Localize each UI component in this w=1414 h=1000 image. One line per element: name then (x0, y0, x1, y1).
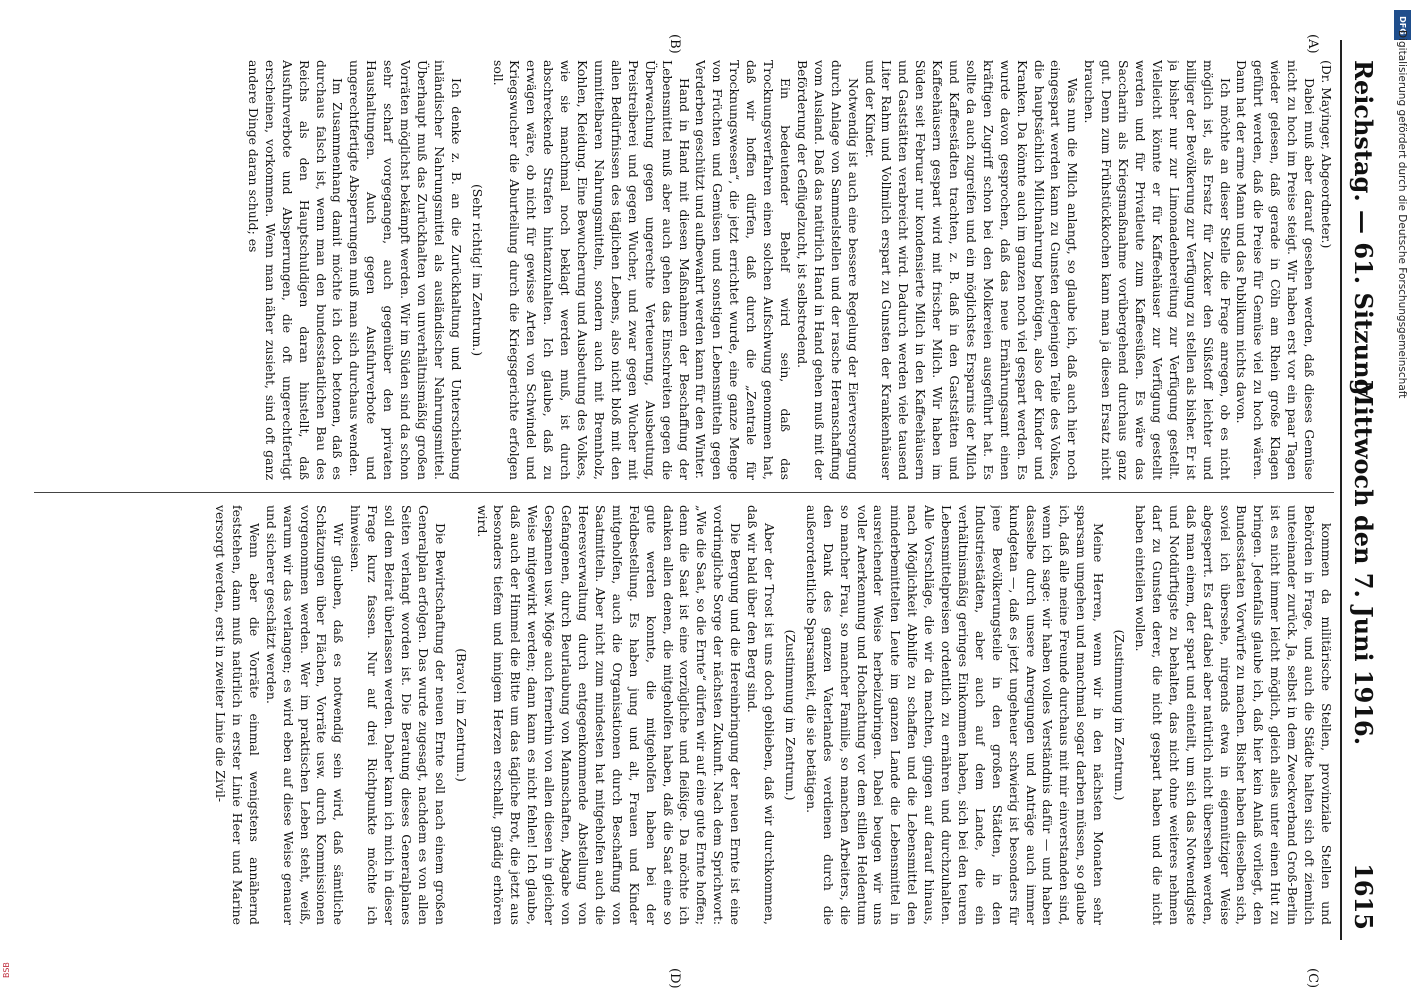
paragraph: Was nun die Milch anlangt, so glaube ich, daß auch hier noch eingespart werden kann zu Gunsten derjenigen Teile des Volkes, die hauptsächlich Milchnahrung benötigen, also der Kinder und Kranken. Da könnte auch im ganzen noch viel gespart werden. Es wurde davon gesprochen, daß das neue Ernährungsamt einen kräftigen Zugriff schon bei den Molkereien ausgeführt hat. Es sollte da auch zugreifen und ein möglichstes Ersparnis der Milch und Kaffeestädten trachten, z. B. daß in den Gaststätten und Kaffeehäusern gespart wird mit frischer Milch. Wir haben im Süden seit Februar nur kondensierte Milch in den Kaffeehäusern und Gaststätten verabreicht wird. Dadurch werden viele tausend Liter Rahm und Vollmilch erspart zu Gunsten der Krankenhäuser und der Kinder. (862, 60, 1081, 480)
credit-text: Digitalisierung gefördert durch die Deutsche Forschungsgemeinschaft (1396, 30, 1408, 399)
paragraph: kommen da militärische Stellen, provinziale Stellen und Behörden in Frage, und auch die Städte halten sich oft ziemlich unteeinander zurück. Ja, selbst in dem Zweckverband Groß-Berlin ist es nicht immer leicht möglich, gleich alles unter einen Hut zu bringen. Jedenfalls glaube ich, daß hier kein Anlaß vorliegt, den Bundesstaaten Vorwürfe zu machen. Bisher haben dieselben sich, soviel ich übersehe, nirgends etwa in eigennütziger Weise abgesperrt. Es darf dabei aber natürlich nicht übersehen werden, daß man einem, der spart und einteilt, um sich das Notwendigste und Notdürftigste zu behalten, das nicht ohne weiteres nehmen darf zu Gunsten derer, die nicht gespart haben und die nicht haben einteilen wollen. (1133, 505, 1334, 925)
paragraph: Im Zusammenhang damit möchte ich doch betonen, daß es durchaus falsch ist, wenn man den bundesstaatlichen Bau des Reichs als den Hauptschuldigen daran hinstellt, daß Ausfuhrverbote und Absperrungen, die oft ungerechtfertigt erscheinen, vorkommen. Wenn man näher zusieht, sind oft ganz andere Dinge daran schuld; es (245, 60, 346, 480)
margin-mark-c: (C) (1305, 968, 1320, 989)
column-divider (34, 492, 1334, 493)
dfg-logo: DFG (1394, 10, 1411, 40)
library-mark: BSB (2, 962, 11, 978)
paragraph: Meine Herren, wenn wir in den nächsten Monaten sehr sparsam umgehen und manchmal sogar darben müssen, so glaube ich, daß alle meine Freunde durchaus mit mir einverstanden sind, wenn ich sage: wir haben volles Verständnis dafür — und haben dasselbe durch unsere Anregungen und Anträge auch immer kundgetan —, daß es jetzt ungeheuer schwierig ist besonders für jene Bevölkerungsteile in den großen Städten, in den Industriestädten, aber auch auf dem Lande, die ein verhältnismäßig geringes Einkommen haben, sich bei den teuren Lebensmittelpreisen ordentlich zu ernähren und durchzuhalten. Alle Vorschläge, die wir da machten, gingen auf darauf hinaus, nach Möglichkeit Abhilfe zu schaffen und die Lebensmittel den minderbemittelten Leute im ganzen Lande die Lebensmittel in ausreichender Weise herbeizubringen. Dabei beugen wir uns voller Anerkennung und Hochachtung vor dem stillen Heldentum so mancher Frau, so mancher Familie, so manchen Arbeiters, die den Dank des ganzen Vaterlandes verdienen durch die außerordentliche Sparsamkeit, die sie betätigen. (803, 505, 1107, 925)
header-session: Reichstag. — 61. Sitzung. (1349, 60, 1378, 404)
paragraph: Dabei muß aber darauf gesehen werden, daß dieses Gemüse nicht zu hoch im Preise steigt. Wir haben erst vor ein paar Tagen wieder gelesen, daß gerade in Cöln am Rhein große Klagen geführt werden, daß die Preise für Gemüse viel zu hoch wären. Dann hat der arme Mann und das Publikum nichts davon. (1234, 60, 1318, 480)
page-number: 1615 (1349, 863, 1378, 930)
header-date: Mittwoch den 7. Juni 1916. (1349, 380, 1378, 746)
paragraph: Ein bedeutender Behelf wird sein, daß das Trocknungsverfahren einen solchen Aufschwung genommen hat, daß wir hoffen dürfen, daß durch die „Zentrale für Trocknungswesen“, die jetzt errichtet wurde, eine ganze Menge von Früchten und Gemüsen und sonstigen Lebensmitteln gegen Verderben geschützt und aufbewahrt werden kann für den Winter. (693, 60, 793, 480)
margin-mark-a: (A) (1305, 34, 1320, 54)
paragraph: Notwendig ist auch eine bessere Regelung der Eierversorgung durch Anlage von Sammelstellen und der rasche Heranschaffung vom Ausland. Daß das natürlich Hand in Hand gehen muß mit der Beförderung der Geflügelzucht, ist selbstredend. (794, 60, 861, 480)
left-column (34, 60, 1334, 480)
paragraph: Wenn aber die Vorräte einmal wenigstens annähernd feststehen, dann muß natürlich in erster Linie Heer und Marine versorgt werden, erst in zweiter Linie die Zivil- (213, 505, 262, 925)
running-header (1346, 40, 1378, 940)
interjection: (Zustimmung im Zentrum.) (1112, 629, 1128, 801)
interjection: (Bravo! im Zentrum.) (453, 648, 469, 782)
speaker-line: (Dr. Mayinger, Abgeordneter.) (1319, 60, 1334, 249)
interjection: (Sehr richtig! im Zentrum.) (469, 183, 485, 357)
paragraph: Wir glauben, daß es notwendig sein wird, daß sämtliche Schätzungen über Flächen, Vorräte usw. durch Kommissionen vorgenommen werden. Wer im praktischen Leben steht, weiß, warum wir das verlangen; es wird eben auf diese Weise genauer und sicherer geschätzt werden. (263, 505, 347, 925)
interjection: (Zustimmung im Zentrum.) (782, 629, 798, 801)
header-rule (1340, 40, 1342, 940)
right-column (34, 505, 1334, 925)
paragraph: Die Bergung und die Hereinbringung der neuen Ernte ist eine vordringliche Sorge der nächsten Zukunft. Nach dem Sprichwort: „Wie die Saat, so die Ernte“ dürfen wir auf eine gute Ernte hoffen; denn die Saat ist eine vorzügliche und fleißige. Da möchte ich danken allen denen, die mitgeholfen haben, daß die Saat eine so gute werden konnte, die mitgeholfen haben bei der Feldbestellung. Es haben jung und alt, Frauen und Kinder mitgeholfen, auch die Organisationen durch Beschaffung von Saatmitteln. Aber nicht zum mindesten hat mitgeholfen auch die Heeresverwaltung durch entgegenkommende Abstellung von Gefangenen, durch Beurlaubung von Mannschaften, Abgabe von Gespannen usw. Möge auch fernerhin von allen diesen in gleicher Weise mitgewirkt werden; dann kann es nicht fehlen! Ich glaube, daß auch der Himmel die Bitte um das tägliche Brot, die jetzt aus besonders tiefem und innigem Herzen erschallt, gnädig erhören wird. (474, 505, 744, 925)
paragraph: Hand in Hand mit diesen Maßnahmen der Beschaffung der Lebensmittel muß aber auch gehen das Einschreiten gegen die Überwachung gegen ungerechte Verteuerung, Ausbeutung, Preistreiberei und gegen Wucher, und zwar gegen Wucher mit allen Bedürfnissen des täglichen Lebens, also nicht bloß mit den unmittelbaren Nahrungsmitteln, sondern auch mit Brennholz, Kohlen, Kleidung. Eine Bewucherung und Ausbeutung des Volkes, wie sie manchmal noch beklagt werden muß, ist durch abschreckende Strafen hintanzuhalten. Ich glaube, daß zu erwägen wäre, ob nicht für gewisse Arten von Schwindel und Kriegswucher die Aburteilung durch die Kriegsgerichte erfolgen soll. (490, 60, 692, 480)
paragraph: Ich möchte an dieser Stelle die Frage anregen, ob es nicht möglich ist, als Ersatz für Zucker den Süßstoff leichter und billiger der Bevölkerung zur Verfügung zu stellen als bisher. Er ist ja bisher nur zur Limonadenbereitung zur Verfügung gestellt. Vielleicht könnte er für Kaffeehäuser zur Verfügung gestellt werden und für Privatleute zum Kaffeesüßen. Es wäre das Saccharin als Kriegsmaßnahme vorübergehend durchaus ganz gut. Denn zum Frühstückkochen kann man ja diesen Ersatz nicht brauchen. (1082, 60, 1233, 480)
digitization-credit (1393, 30, 1413, 970)
paragraph: Aber der Trost ist uns doch geblieben, daß wir durchkommen, daß wir bald über den Berg sind. (745, 505, 777, 925)
margin-mark-b: (B) (667, 34, 682, 54)
margin-mark-d: (D) (667, 968, 682, 989)
paragraph: Ich denke z. B. an die Zurückhaltung und Unterschiebung inländischer Nahrungsmittel als ausländischer Nahrungsmittel. Überhaupt muß das Zurückhalten von unverhältnismäßig großen Vorräten möglichst bekämpft werden. Wir im Süden sind da schon sehr scharf vorgegangen, auch gegenüber den privaten Haushaltungen. Auch gegen Ausfuhrverbote und ungerechtfertigte Absperrungen muß man sich durchaus wenden. (347, 60, 464, 480)
paragraph: Die Bewirtschaftung der neuen Ernte soll nach einem großen Generalplan erfolgen. Das wurde zugesagt, nachdem es von allen Seiten verlangt worden ist. Die Beratung dieses Generalplanes soll dem Beirat überlassen werden. Daher kann ich mich in dieser Frage kurz fassen. Nur auf drei Richtpunkte möchte ich hinweisen. (348, 505, 448, 925)
